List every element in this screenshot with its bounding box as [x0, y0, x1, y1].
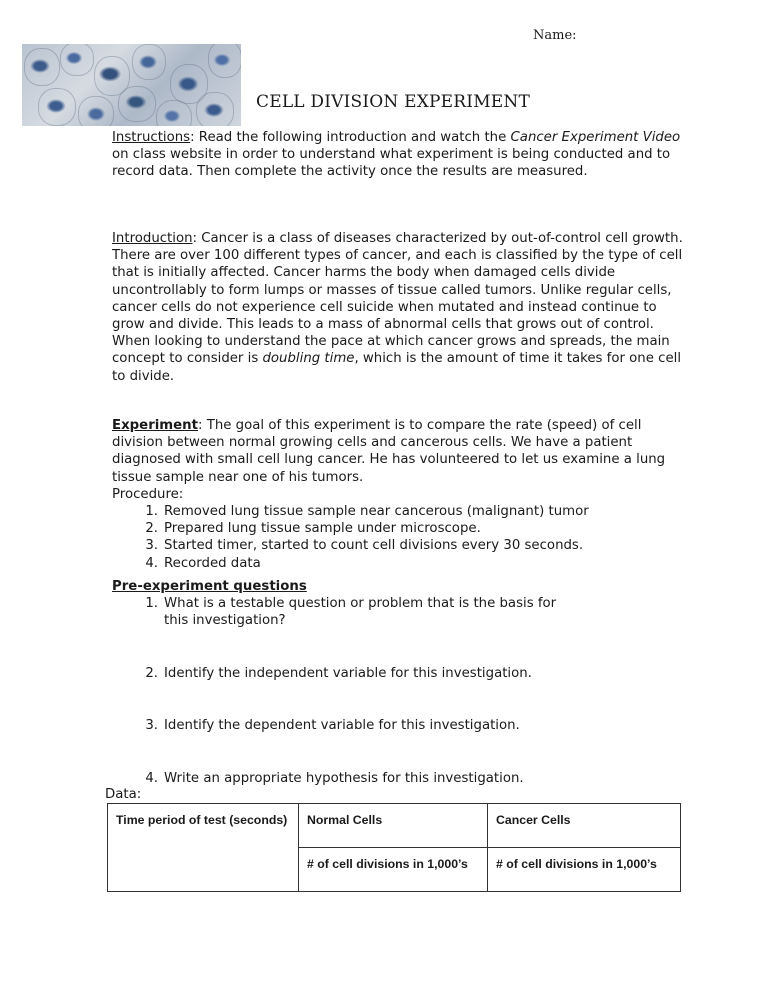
data-label: Data:	[105, 787, 142, 802]
question-item: 1. What is a testable question or problem that is the basis for this investigation?	[145, 596, 557, 629]
table-subheader-normal: # of cell divisions in 1,000’s	[299, 848, 488, 892]
video-title: Cancer Experiment Video	[510, 130, 681, 145]
question-item: 4. Write an appropriate hypothesis for this investigation.	[145, 771, 524, 786]
name-label: Name:	[533, 28, 577, 43]
question-item: 2. Identify the independent variable for this investigation.	[145, 666, 532, 681]
instructions-paragraph	[112, 129, 692, 181]
cell-micrograph-image	[22, 44, 241, 126]
introduction-text-2: , which is the amount of time it takes for one cell to divide.	[112, 351, 682, 384]
procedure-step: 1. Removed lung tissue sample near cancerous (malignant) tumor	[145, 504, 589, 520]
data-table	[107, 803, 681, 892]
experiment-text: : The goal of this experiment is to compare the rate (speed) of cell division between normal growing cells and cancerous cells. We have a patient diagnosed with small cell lung cancer. He has volunteered to let us examine a lung tissue sample near one of his tumors.	[112, 418, 666, 485]
introduction-paragraph	[112, 230, 692, 385]
instructions-label: Instructions	[112, 130, 191, 145]
table-subheader-cancer: # of cell divisions in 1,000’s	[488, 848, 681, 892]
page-title: CELL DIVISION EXPERIMENT	[256, 92, 531, 112]
pre-experiment-label: Pre-experiment questions	[112, 579, 307, 594]
instructions-text-1: : Read the following introduction and watch the	[190, 130, 511, 145]
table-header-normal: Normal Cells	[299, 804, 488, 848]
introduction-label: Introduction	[112, 231, 193, 246]
procedure-step: 3. Started timer, started to count cell divisions every 30 seconds.	[145, 538, 584, 554]
procedure-list	[112, 503, 692, 572]
table-header-cancer: Cancer Cells	[488, 804, 681, 848]
procedure-step: 2. Prepared lung tissue sample under microscope.	[145, 521, 481, 537]
procedure-step: 4. Recorded data	[145, 555, 261, 571]
introduction-text-1: : Cancer is a class of diseases characterized by out-of-control cell growth. There are over 100 different types of cancer, and each is classified by the type of cell that is initially affected. Cancer harms the body when damaged cells divide uncontrollably to form lumps or masses of tissue called tumors. Unlike regular cells, cancer cells do not experience cell suicide when mutated and instead continue to grow and divide. This leads to a mass of abnormal cells that grows out of control. When looking to understand the pace at which cancer grows and spreads, the main concept to consider is	[112, 231, 683, 367]
table-header-time: Time period of test (seconds)	[108, 804, 299, 892]
instructions-text-2: on class website in order to understand what experiment is being conducted and to record data. Then complete the activity once the results are measured.	[112, 147, 671, 180]
question-item: 3. Identify the dependent variable for this investigation.	[145, 718, 520, 733]
procedure-label: Procedure:	[112, 486, 184, 502]
experiment-paragraph	[112, 417, 692, 572]
experiment-label: Experiment	[112, 418, 199, 433]
doubling-time-term: doubling time	[262, 351, 355, 367]
